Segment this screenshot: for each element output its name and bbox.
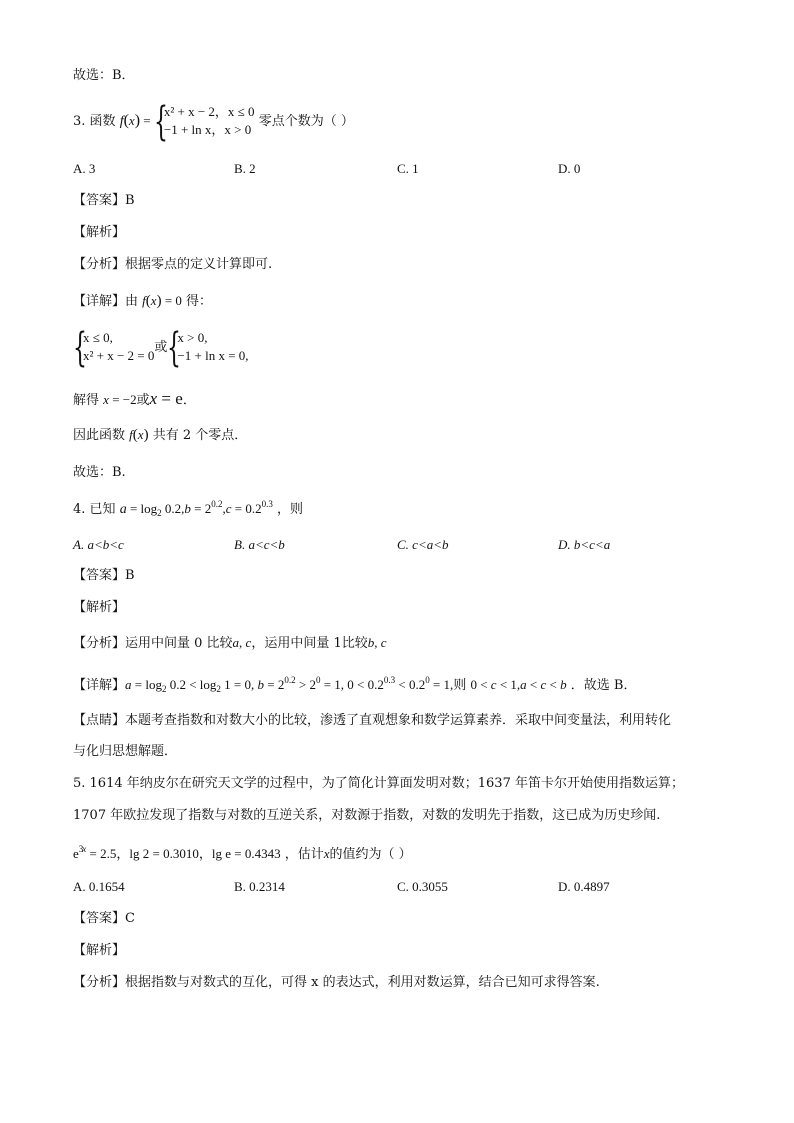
q4-jiexi: 【解析】 [73, 600, 126, 615]
q3-xiangjie-prefix: 【详解】由 [73, 294, 139, 309]
q5-answer: 【答案】C [73, 911, 135, 926]
q3-system-1: { x ≤ 0, x² + x − 2 = 0 [73, 325, 155, 371]
q5-fenxi: 【分析】根据指数与对数式的互化，可得 x 的表达式，利用对数运算，结合已知可求得答案. [73, 975, 600, 990]
q5-stem-line-2: 1707 年欧拉发现了指数与对数的互逆关系，对数源于指数，对数的发明先于指数，这已成为历史珍闻. [73, 808, 661, 823]
q3-yinci-prefix: 因此函数 [73, 428, 126, 443]
q4-xiangjie: 【详解】$a = \log_2 0.2 < \log_2 1 = 0$, $b = 2^{0.2} > 2^0 = 1$, $0 < 0.2^{0.3} < 0.2^0 = 1$,则 0 < c < 1,a < c < b ．故选 B． [73, 675, 637, 694]
q5-stem-line-1: 5. 1614 年纳皮尔在研究天文学的过程中，为了简化计算面发明对数；1637 年笛卡尔开始使用指数运算； [73, 776, 684, 791]
q5-jiexi: 【解析】 [73, 943, 126, 958]
q4-stem: 4. 已知 $a = \log_2 0.2,b = 2^{0.2},c = 0.2^{0.3}$ ，则 [73, 499, 304, 518]
q3-yinci: 因此函数 f(x) 共有 2 个零点． [73, 427, 248, 443]
q5-stem-line-3: $e^{3x} = 2.5$，lg 2 = 0.3010，lg e = 0.4343 ，估计x的值约为（ ） [73, 844, 412, 862]
q3-stem-suffix: 零点个数为（ ） [258, 114, 354, 129]
q3-system-1-line-1: x ≤ 0, [83, 330, 113, 345]
q4-fenxi: 【分析】运用中间量 0 比较a, c，运用中间量 1比较b, c [73, 635, 387, 651]
q4-stem-suffix: ，则 [277, 502, 304, 517]
q4-option-d: D. b<c<a [558, 537, 611, 552]
q3-option-d: D. 0 [558, 161, 581, 176]
q3-guxuan: 故选：B. [73, 465, 126, 480]
q3-system-2-line-1: x > 0, [177, 330, 208, 345]
q3-system-2-line-2: −1 + ln x = 0, [177, 348, 249, 363]
q4-fenxi-b: ，运用中间量 1比较 [251, 636, 368, 651]
q3-option-a: A. 3 [73, 161, 96, 176]
q4-xiangjie-prefix: 【详解】 [73, 678, 126, 693]
q3-stem-prefix: 3. 函数 [73, 114, 116, 129]
q4-xiangjie-suffix: ．故选 B． [570, 678, 637, 693]
q3-option-c: C. 1 [397, 161, 419, 176]
q3-xiangjie: 【详解】由 f(x) = 0 得： [73, 293, 213, 309]
q3-xiangjie-suffix: 得： [186, 294, 213, 309]
q5-line-3-suffix: ，估计 [284, 847, 324, 862]
q4-answer: 【答案】B [73, 568, 135, 583]
q3-yinci-suffix: 共有 2 个零点． [152, 428, 248, 443]
q3-case-2: −1 + ln x，x > 0 [163, 122, 252, 137]
q4-dianjing-line-1: 【点睛】本题考查指数和对数大小的比较，渗透了直观想象和数学运算素养．采取中间变量法，利用转化 [73, 713, 672, 728]
q5-option-b: B. 0.2314 [234, 879, 285, 894]
top-conclusion: 故选：B． [73, 68, 135, 83]
q3-systems [73, 325, 249, 371]
q3-system-2: { x > 0, −1 + ln x = 0, [167, 325, 249, 371]
q5-option-c: C. 0.3055 [397, 879, 448, 894]
q3-solution-or: 或 [136, 393, 150, 408]
q4-option-b: B. a<c<b [234, 537, 285, 552]
q3-answer: 【答案】B [73, 193, 135, 208]
q5-option-d: D. 0.4897 [558, 879, 610, 894]
q3-piecewise: { x² + x − 2，x ≤ 0 −1 + ln x，x > 0 [153, 99, 255, 145]
q3-func-expr: f [119, 114, 124, 129]
q5-line-3-end: 的值约为（ ） [329, 847, 412, 862]
q4-dianjing-line-2: 与化归思想解题． [73, 744, 178, 759]
q3-system-1-line-2: x² + x − 2 = 0 [83, 348, 155, 363]
q3-fenxi: 【分析】根据零点的定义计算即可. [73, 257, 273, 272]
q3-solution-prefix: 解得 [73, 393, 100, 408]
q4-stem-prefix: 4. 已知 [73, 502, 116, 517]
q4-fenxi-a: 【分析】运用中间量 0 比较 [73, 636, 233, 651]
q3-or: 或 [154, 340, 168, 355]
q4-option-a: A. a<b<c [73, 537, 124, 552]
q3-solution: 解得 x = −2或x = e． [73, 389, 196, 408]
q3-jiexi: 【解析】 [73, 225, 126, 240]
q5-option-a: A. 0.1654 [73, 879, 125, 894]
q4-option-c: C. c<a<b [397, 537, 449, 552]
q3-option-b: B. 2 [234, 161, 256, 176]
q3-case-1: x² + x − 2，x ≤ 0 [163, 104, 255, 119]
q3-stem: 3. 函数 f(x) = { x² + x − 2，x ≤ 0 −1 + ln x，x > 0 零点个数为（ ） [73, 99, 354, 145]
